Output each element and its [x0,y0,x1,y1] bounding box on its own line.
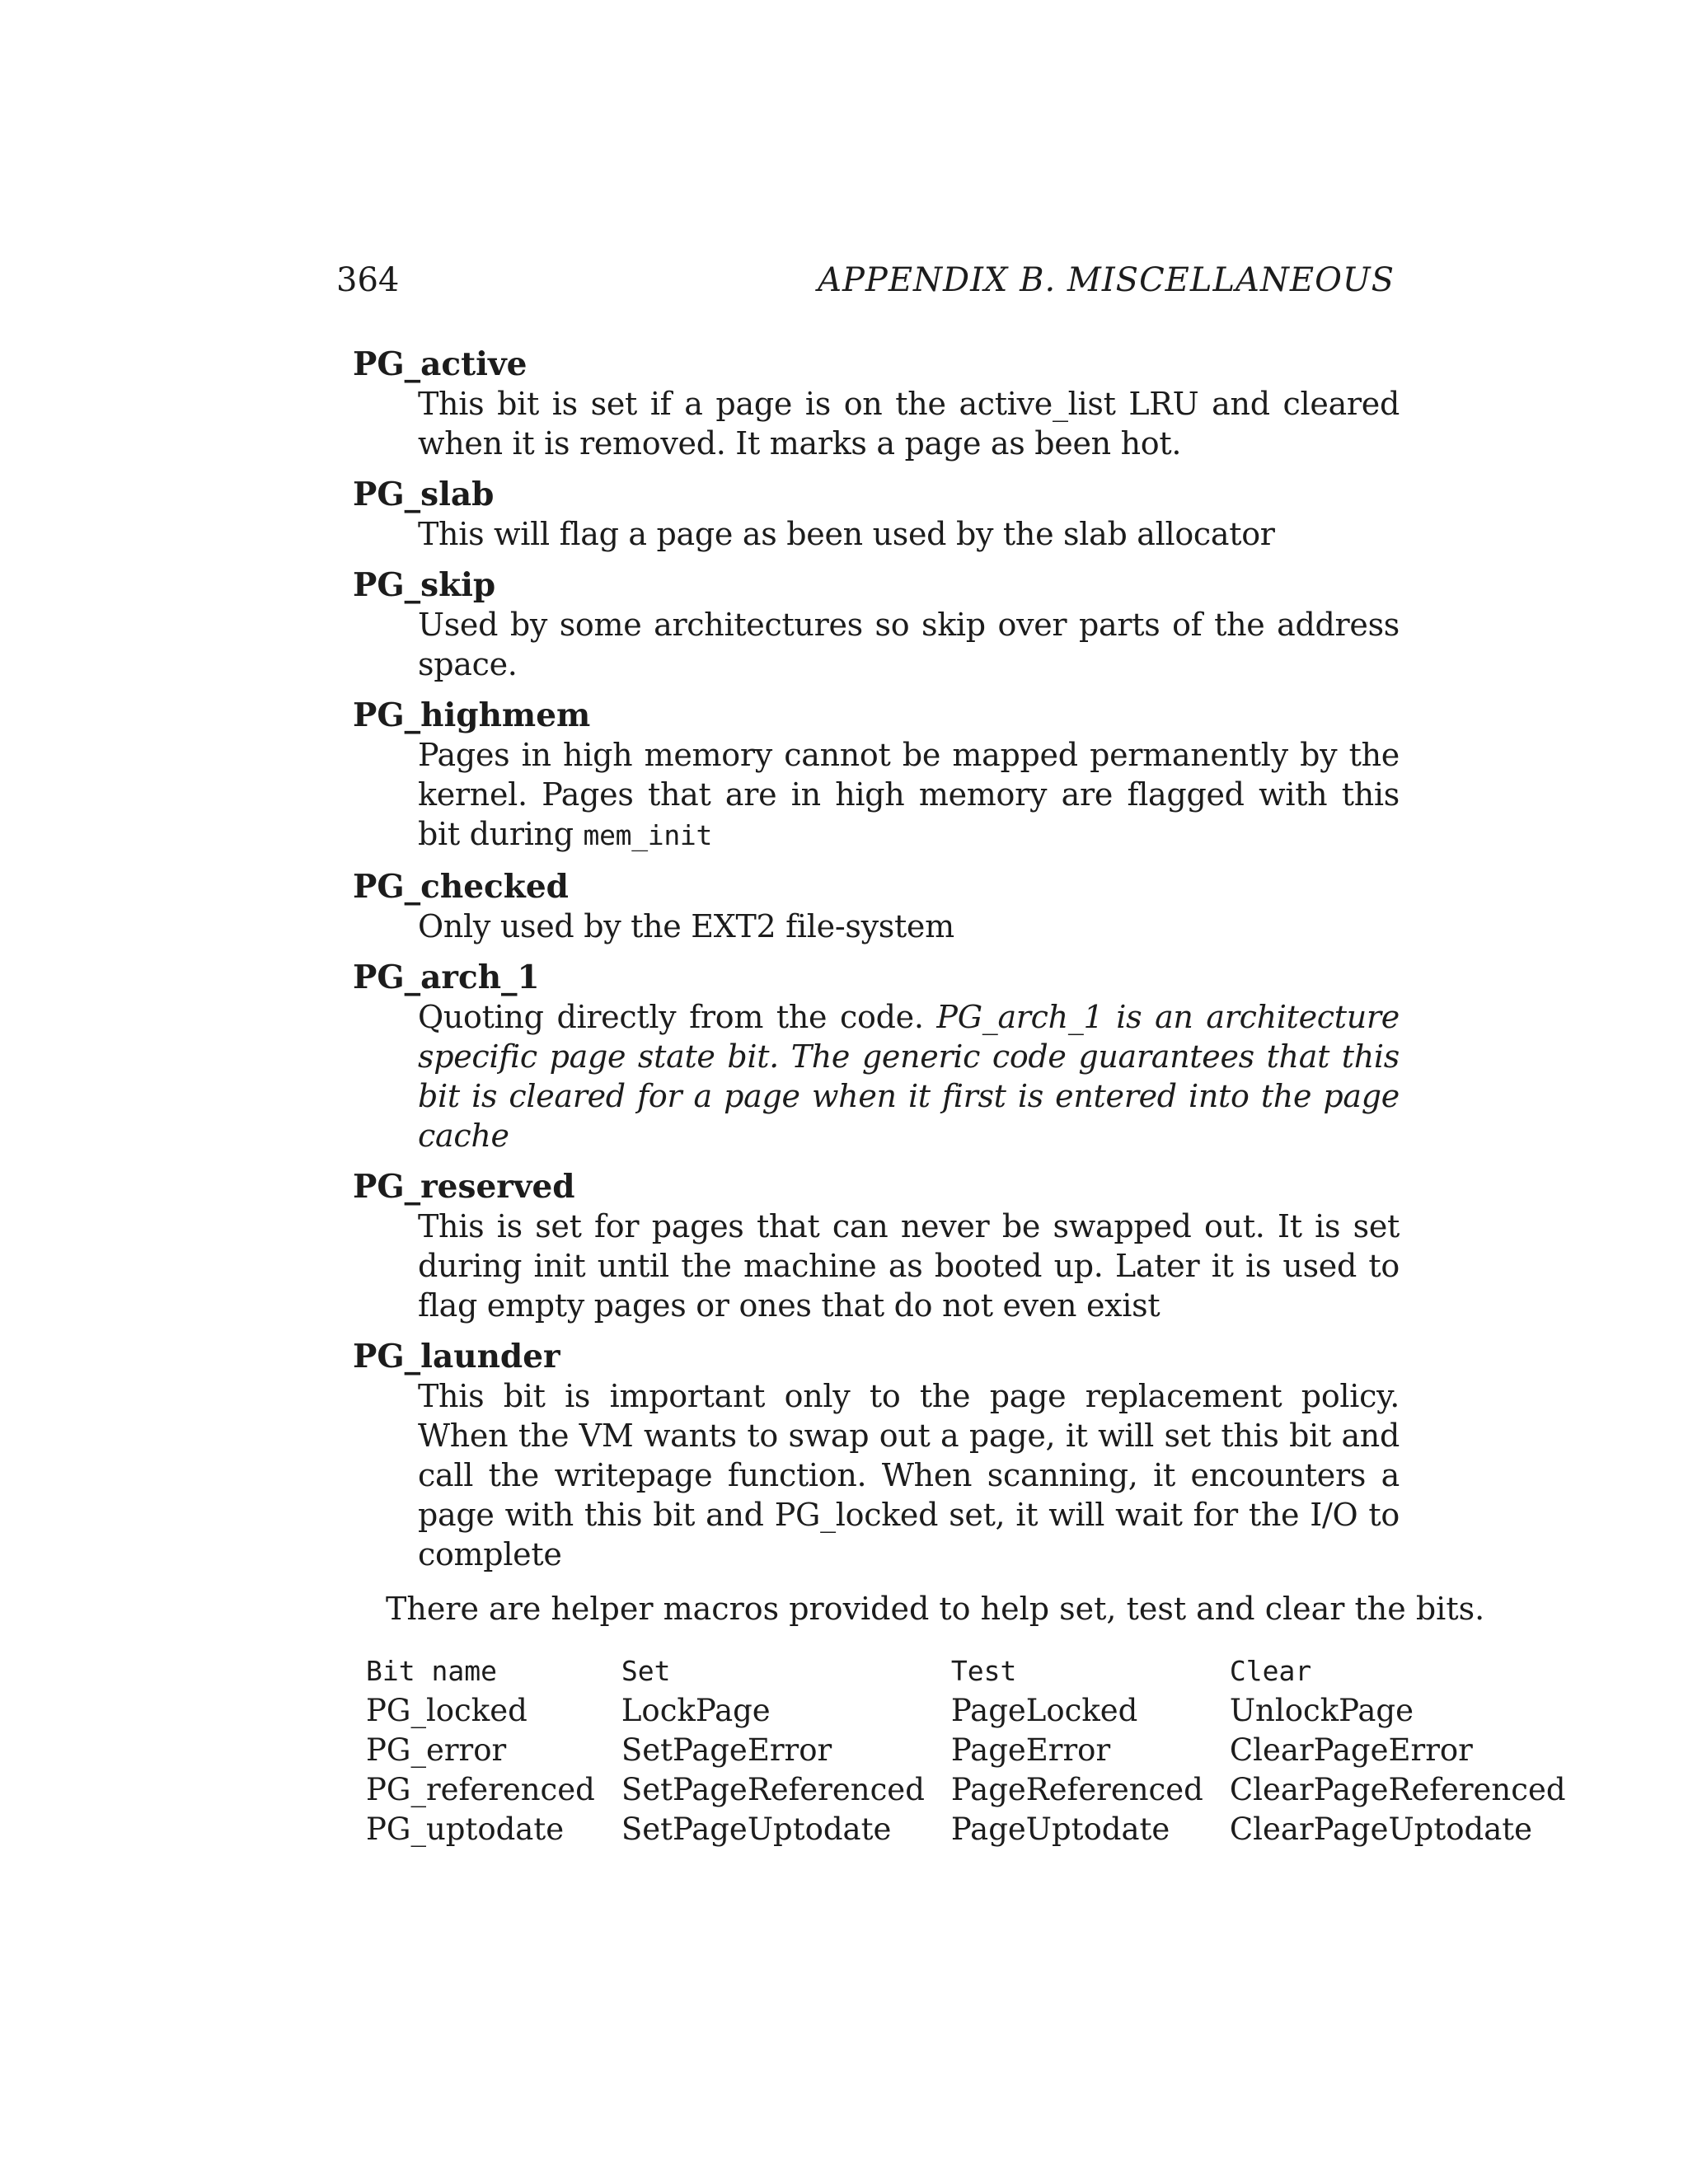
flag-description [418,735,1400,855]
table-cell: ClearPageReferenced [1229,1772,1566,1807]
table-row [356,1691,1582,1731]
table-cell: PG_locked [366,1693,528,1728]
flag-entry [353,958,1400,1155]
table-cell: LockPage [621,1693,771,1728]
table-cell: ClearPageError [1229,1732,1473,1768]
table-cell: PageReferenced [950,1772,1203,1807]
flag-description: This will flag a page as been used by the slab allocator [418,516,1275,552]
table-cell: PageUptodate [950,1811,1170,1847]
flag-name: PG_launder [353,1338,560,1376]
table-row [356,1770,1582,1810]
table-row [356,1731,1582,1770]
flag-definition-list [353,344,1400,1586]
table-cell: PageLocked [950,1693,1138,1728]
table-header-row [356,1652,1582,1691]
flag-entry [353,1337,1400,1574]
table-row [356,1810,1582,1849]
code-quote: PG_arch_1 is an architecture specific page state bit. The generic code guarantees that this bit is cleared for a page when it first is entered into the page cache [418,999,1400,1154]
flag-description-text: Quoting directly from the code. [418,999,924,1035]
table-cell: SetPageError [621,1732,832,1768]
table-cell: UnlockPage [1229,1693,1414,1728]
flag-name: PG_slab [353,476,495,513]
column-header-set: Set [621,1655,671,1687]
flag-description: This bit is set if a page is on the active_list LRU and cleared when it is removed. It marks a page as been hot. [418,386,1400,462]
flag-description: This bit is important only to the page replacement policy. When the VM wants to swap out a page, it will set this bit and call the writepage function. When scanning, it encounters a page with this bit and PG_locked set, it will wait for the I/O to complete [418,1378,1400,1572]
flag-entry [353,475,1400,554]
flag-entry [353,696,1400,855]
flag-entry [353,565,1400,684]
flag-entry [353,1167,1400,1325]
flag-name: PG_skip [353,566,496,604]
flag-description-text: Pages in high memory cannot be mapped permanently by the kernel. Pages that are in high memory are flagged with this bit during [418,737,1400,852]
flag-name: PG_highmem [353,696,591,734]
flag-name: PG_arch_1 [353,958,540,996]
flag-entry [353,867,1400,946]
column-header-clear: Clear [1229,1655,1312,1687]
flag-description: This is set for pages that can never be swapped out. It is set during init until the machine as booted up. Later it is used to flag empty pages or ones that do not even exist [418,1208,1400,1324]
helper-macro-table [356,1652,1582,1849]
column-header-bit-name: Bit name [366,1655,497,1687]
table-cell: PG_referenced [366,1772,595,1807]
table-cell: ClearPageUptodate [1229,1811,1533,1847]
table-cell: PG_uptodate [366,1811,565,1847]
flag-entry [353,344,1400,463]
helper-macros-paragraph: There are helper macros provided to help set, test and clear the bits. [386,1591,1485,1627]
table-cell: SetPageUptodate [621,1811,892,1847]
column-header-test: Test [950,1655,1017,1687]
table-cell: SetPageReferenced [621,1772,925,1807]
flag-description: Used by some architectures so skip over parts of the address space. [418,607,1400,682]
flag-description: Only used by the EXT2 file-system [418,908,954,944]
flag-name: PG_active [353,345,528,383]
flag-name: PG_checked [353,868,569,906]
running-title: APPENDIX B. MISCELLANEOUS [818,261,1395,299]
table-cell: PageError [950,1732,1111,1768]
code-identifier: mem_init [583,819,713,851]
flag-description [418,997,1400,1155]
flag-name: PG_reserved [353,1168,575,1206]
table-cell: PG_error [366,1732,507,1768]
page-number: 364 [336,261,400,299]
